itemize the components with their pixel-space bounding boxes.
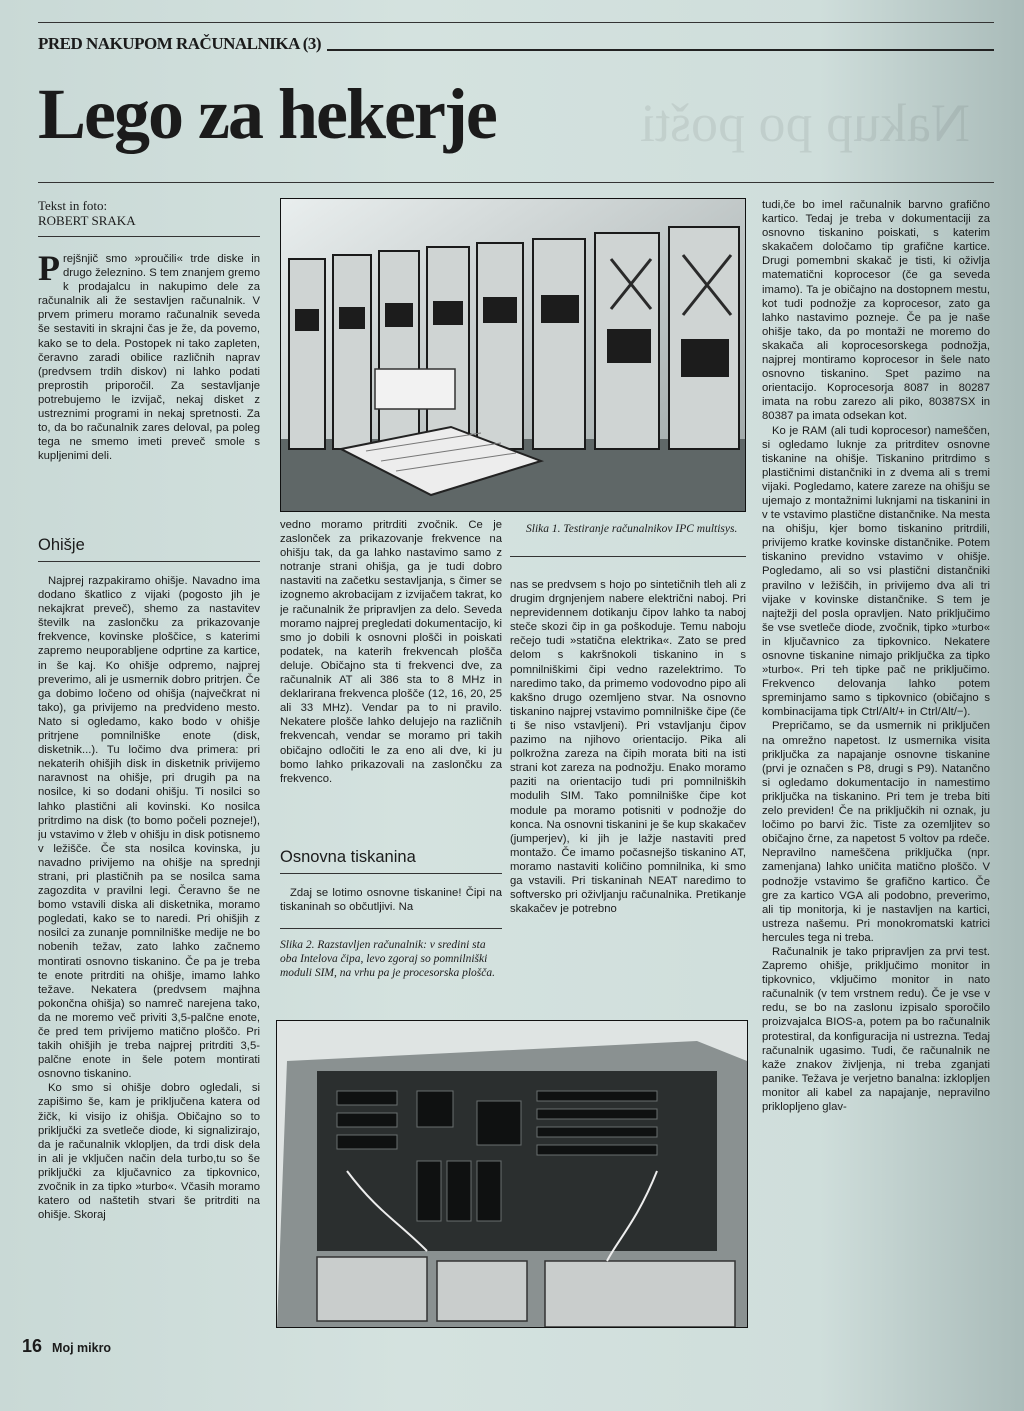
section-title: PRED NAKUPOM RAČUNALNIKA (3)	[38, 34, 322, 53]
intro-column	[38, 252, 260, 520]
paragraph: vedno moramo pritrditi zvočnik. Ce je zaslonček za prikazovanje frekvence na ohišju tak, da ga lahko nastavimo samo z notranje strani ohišja, ga je tudi dobro nastaviti na začetku sestavljanja, s čimer se izognemo akrobacijam z izvijačem takrat, ko je računalnik že pripravljen za delo. Seveda moramo najprej pregledati dokumentacijo, ki smo jo dobili k osnovni plošči in poiskati podatek, na katerih frekvencah plošča deluje. Običajno sta ti frekvenci dve, za računalnik AT ali 386 sta to 8 MHz in deklarirana frekvenca plošče (12, 16, 20, 25 ali 33 MHz). Vendar pa to ni pravilo. Nekatere plošče lahko delujejo na različnih frekvencah, vendar se moramo pri takih običajno odločiti le za eno ali dve, ki ju bomo lahko prikazovali na zaslončku za frekvenco.	[280, 519, 502, 785]
column-1	[38, 574, 260, 1326]
drop-cap: P	[38, 252, 60, 288]
caption-1-rule	[510, 556, 746, 557]
paragraph: Ko smo si ohišje dobro ogledali, si zapišimo še, kam je priključena katera od žičk, ki visijo iz ohišja. Običajno so to priključki za svetleče diode, ki signalizirajo, da je računalnik vklopljen, da trdi disk dela in ali je vključen način dela turbo,tu so še priključki za ključavnico za tipkovnico, zvočnik in za tipko »turbo«. Včasih moramo katero od naštetih stvari še pritrditi na ohišje. Skoraj	[38, 1082, 260, 1222]
byline-label: Tekst in foto:	[38, 198, 108, 213]
page-footer	[22, 1336, 111, 1357]
top-rule	[38, 22, 994, 23]
photo-computer-cases	[280, 198, 746, 512]
paragraph: Prepričamo, se da usmernik ni priključen na omrežno napetost. Iz usmernika visita priključka za napajanje osnovne tiskanine (prvi je označen s P8, drugi s P9). Natančno si ogledamo dokumentacijo in namestimo priključka na tiskanino. Pri tem je treba biti zelo previden! Če na priključkih ni oznak, ju ločimo po barvi žic. Tiste za ozemljitev so običajno črne, za napetost 5 voltov pa rdeče. Nepravilno nameščena priključka (npr. zamenjana) lahko uničita matično ploščo. V podnožje vstavimo še grafično kartico. Če gre za kartico VGA ali podobno, preverimo, ali tip monitorja, ki je nastavljen na kartici, ustreza našemu. Pri monokromatski katrici hercules tega ni treba.	[762, 720, 990, 944]
paragraph: tudi,če bo imel računalnik barvno grafično kartico. Tedaj je treba v dokumentaciji za osnovno tiskanino poiskati, s katerim skakačem določamo tip grafične kartice. Drugi pomembni skakač je tisti, ki oživlja matematični koprocesor (če ga seveda imamo). Ta je običajno na dostopnem mestu, kot tudi podnožje za koprocesor, zato ga lahko nastavimo pozneje. Če pa je naše ohišje tako, da po montaži ne moremo do skakača ali koprocesorskega podnožja, najprej montiramo koprocesor in šele nato osnovno tiskanino. Spet pazimo na orientacijo. Koprocesorja 8087 in 80287 imata na robu zarezo ali piko, 80387SX in 80387 pa imata odsekan kot.	[762, 199, 990, 423]
magazine-name: Moj mikro	[52, 1341, 112, 1355]
paragraph: Računalnik je tako pripravljen za prvi test. Zapremo ohišje, priključimo monitor in tipkovnico, vključimo monitor in nato računalnik (v tem vrstnem redu). Če je vse v redu, se bo na zaslonu izpisalo sporočilo proizvajalca BIOS-a, potem pa bo računalnik protestiral, da konfiguracija ni ustrezna. Tedaj računalnik ugasimo. Tudi, če računalnik ne kaže znakov življenja, ni treba zganjati panike. Težava je verjetno banalna: izklopljen monitor ali kabel za napajanje, nepravilno priklopljeno glav-	[762, 945, 990, 1113]
column-3	[510, 578, 746, 1010]
author-name: ROBERT SRAKA	[38, 213, 136, 228]
article-title: Lego za hekerje	[38, 74, 496, 154]
intro-text: rejšnjič smo »proučili« trde diske in drugo železnino. S tem znanjem gremo k prodajalcu in nakupimo dele za računalnik ali že sestavljen računalnik. V prvem primeru moramo računalnik seveda še sestaviti in skrajni čas je že, da povemo, kako se to dela. Postopek ni tako zapleten, čeravno zaradi obilice različnih naprav (predvsem trdih diskov) ni lahko podati preprostih priporočil. Za sestavljanje potrebujemo le izvijač, nekaj disket z ustreznimi programi in nekaj spretnosti. Za to, da bo računalnik zares deloval, pa poleg tega ne smemo imeti preveč smole s kupljenimi deli.	[38, 253, 260, 463]
show-through-text: Nakup po pošti	[640, 93, 970, 153]
column-2	[280, 518, 502, 818]
subhead-case: Ohišje	[38, 536, 260, 562]
paragraph: Zdaj se lotimo osnovne tiskanine! Čipi na tiskaninah so občutljivi. Na	[280, 887, 502, 914]
column-4	[762, 198, 990, 1346]
byline	[38, 198, 260, 237]
byline-rule	[38, 236, 260, 237]
title-rule	[38, 182, 994, 183]
paragraph: nas se predvsem s hojo po sintetičnih tleh ali z drugim drgnjenjem nabere električni naboj. Pri neprevidennem dotikanju čipov lahko ta naboj steče skozi čip in ga poškoduje. Temu naboju rečejo tudi »statična elektrika«. Zato se pred delom s kakršnokoli tiskanino in s pomnilniškimi čipi vedno razelektrimo. To naredimo tako, da primemo vodovodno pipo ali kakšno drugo ozemljeno stvar. Na osnovno tiskanino najprej vstavimo pomnilniške čipe (če ti še niso vstavljeni). Pri vstavljanju čipov pazimo na njihovo orientacijo. Pika ali polkrožna zareza na čipih morata biti na isti strani kot zareza na podnožju. Enako moramo paziti na orientacijo tudi pri pomnilniških modulih SIM. Tako pomnilniške čipe kot module pa moramo potisniti v podnožje do konca. Na osnovni tiskanini je še kup skakačev (jumperjev), ki jih je lažje nastaviti pred montažo. Če imamo počasnejšo tiskanino AT, moramo nastaviti količino pomnilnika, ki smo ga vstavili. Pri tiskaninah NEAT naredimo to softversko pri oživljanju računalnika. Pretikanje skakačev je potrebno	[510, 579, 746, 916]
subhead-board: Osnovna tiskanina	[280, 848, 502, 874]
caption-2-rule	[280, 928, 502, 929]
paragraph: Ko je RAM (ali tudi koprocesor) nameščen, si ogledamo luknje za pritrditev osnovne tiskanine na ohišje. Tiskanino pritrdimo s plastičnimi distančniki in z dvema ali s tremi vijaki. Pogledamo, katere zareze na ohišju se ujemajo z montažnimi luknjami na tiskanini in v te vstavimo plastične distančnike. Na mesta na ohišju, kjer bomo tiskanino pritrdili, privijemo kratke kovinske distančnike. Potem tiskanino previdno vstavimo v ohišje. Pogledamo, ali so vsi plastični distančniki pravilno v ležiščih, in privijemo dva ali tri vijake v kovinske distančnike. S tem je najtežji del posla opravljen. Nato priključimo še vse svetleče diode, zvočnik, tipko »turbo« in ključavnico za tipkovnico. Nekatere osnovne tiskanine nimajo priključka za tipko »turbo«. Pri teh tipke pač ne priključimo. Frekvenco delovanja lahko potem spreminjamo samo s tipkovnico (običajno s kombinacijama tipk Ctrl/Alt/+ in Ctrl/Alt/−).	[762, 424, 990, 719]
caption-figure-2: Slika 2. Razstavljen računalnik: v sredini sta oba Intelova čipa, levo zgoraj so pomnilniški moduli SIM, na vrhu pa je procesorska plošča.	[280, 939, 495, 979]
page-number: 16	[22, 1336, 43, 1356]
section-rule	[327, 49, 994, 51]
paragraph: Najprej razpakiramo ohišje. Navadno ima dodano škatlico z vijaki (pogosto jih je nekajkrat preveč), shemo za nastavitev številk na zaslončku za prikazovanje frekvence, kovinske ploščice, s katerimi zapremo neuporabljene odprtine za kartice, in še kaj. Ko ohišje odpremo, najprej preverimo, ali je usmernik dobro pritrjen. Če ga dobimo ločeno od ohišja (največkrat ni tako), ga privijemo na predvideno mesto. Nato si ogledamo, kako bodo v ohišje pritrjene pomnilniške enote (disk, disketnik...). Tu ločimo dva primera: pri nekaterih ohišjih disk in disketnik privijemo naravnost na ohišje, pri drugih pa na nosilce, ki so dodani ohišju. Ti nosilci so lahko plastični ali kovinski. Ko nosilca pritrdimo na disk (to bomo počeli pozneje!), ju vstavimo v žleb v ohišju in disk potisnemo v ležišče. Če sta nosilca kovinska, ju navadno privijemo na ohišje na sprednji strani, pri plastičnih pa se nosilca sama zagozdita v pravilni legi. Čeravno še ne bomo vstavili diska ali disketnika, moramo pogledati, kako se to naredi. Pri ohišjih z nosilci za zunanje pomnilniške medije ne bo nobenih težav, zato lahko začnemo montirati osnovno tiskanino. Če pa je treba te enote pritrditi na ohišje, imamo lahko težave. Nekatera (predvsem majhna pokončna ohišja) so namreč narejena tako, da ne moremo več priviti 3,5-palčne enote, če pred tem privijemo matično ploščo. Pri takih ohišjih je treba najprej pritrditi 3,5-palčne enote in šele potem montirati osnovno tiskanino.	[38, 575, 260, 1081]
photo-motherboard	[276, 1020, 748, 1328]
section-header	[38, 30, 994, 54]
caption-figure-1: Slika 1. Testiranje računalnikov IPC multisys.	[526, 523, 738, 535]
column-2-continued	[280, 886, 502, 918]
